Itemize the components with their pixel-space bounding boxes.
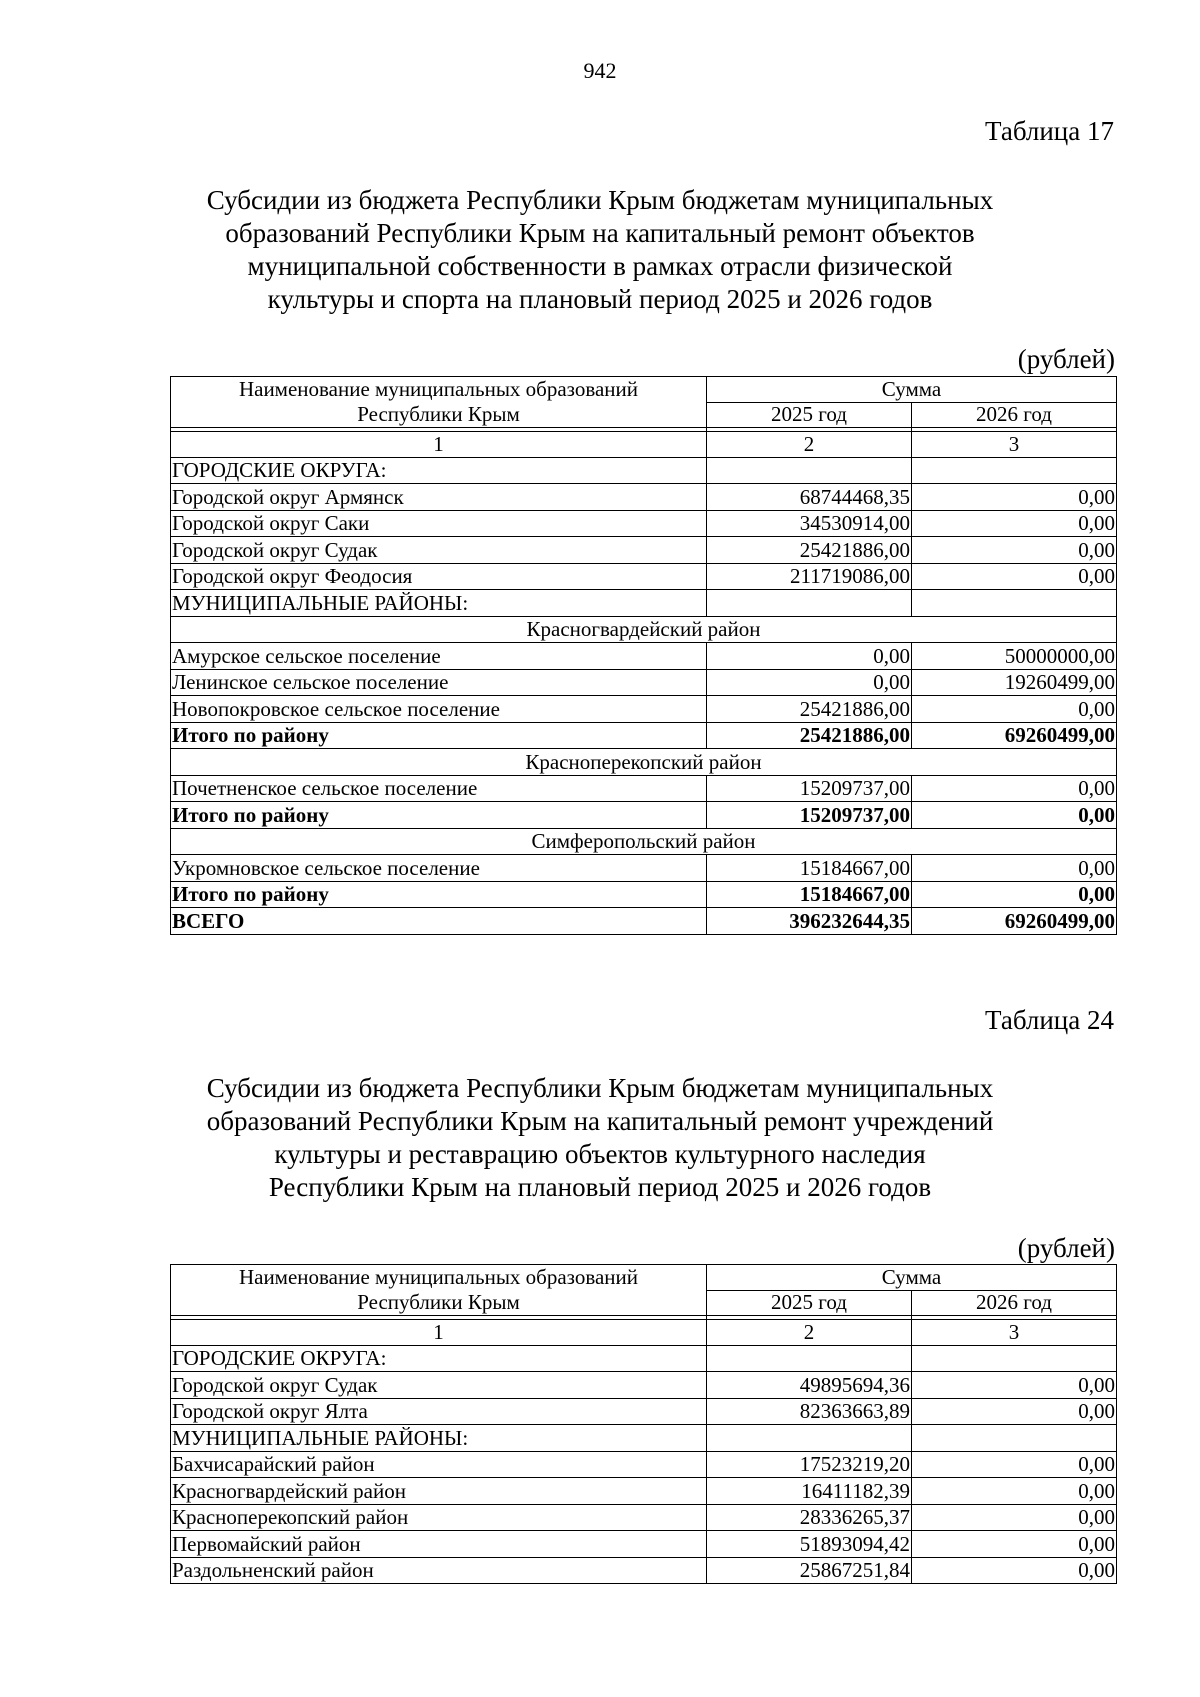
page-number: 942 <box>583 58 617 83</box>
row-name: ГОРОДСКИЕ ОКРУГА: <box>171 457 707 484</box>
row-value-2026: 0,00 <box>912 537 1117 564</box>
table-24-label: Таблица 24 <box>985 1005 1114 1035</box>
table-row <box>171 590 1117 617</box>
row-value-2025: 17523219,20 <box>707 1451 912 1478</box>
table-row <box>171 1478 1117 1505</box>
title-line: Республики Крым на плановый период 2025 и 2026 годов <box>268 1172 932 1202</box>
table-row <box>171 643 1117 670</box>
column-number: 3 <box>912 432 1117 458</box>
column-number: 2 <box>707 1320 912 1346</box>
table-row <box>171 669 1117 696</box>
row-value-2025: 15209737,00 <box>707 802 912 829</box>
row-value-2025: 16411182,39 <box>707 1478 912 1505</box>
row-value-2026 <box>912 1425 1117 1452</box>
column-number: 1 <box>171 1320 707 1346</box>
table-row <box>171 1372 1117 1399</box>
title-line: образований Республики Крым на капитальный ремонт учреждений <box>206 1106 994 1136</box>
row-name: Бахчисарайский район <box>171 1451 707 1478</box>
row-value-2026: 0,00 <box>912 802 1117 829</box>
row-value-2026: 50000000,00 <box>912 643 1117 670</box>
district-heading: Симферопольский район <box>171 828 1117 855</box>
row-value-2025: 211719086,00 <box>707 563 912 590</box>
row-value-2026: 0,00 <box>912 484 1117 511</box>
header-year-2026: 2026 год <box>912 1290 1117 1316</box>
header-row <box>171 377 1117 403</box>
title-line: Субсидии из бюджета Республики Крым бюджетам муниципальных <box>206 1073 994 1103</box>
row-name: Итого по району <box>171 802 707 829</box>
row-name: Ленинское сельское поселение <box>171 669 707 696</box>
table-row <box>171 1451 1117 1478</box>
header-name-cell <box>171 377 707 428</box>
row-value-2025 <box>707 457 912 484</box>
row-value-2025: 82363663,89 <box>707 1398 912 1425</box>
row-value-2026: 0,00 <box>912 881 1117 908</box>
row-value-2026: 69260499,00 <box>912 722 1117 749</box>
header-name-line2: Республики Крым <box>357 402 520 426</box>
row-value-2025 <box>707 590 912 617</box>
district-heading-row <box>171 749 1117 776</box>
subtotal-row <box>171 881 1117 908</box>
table-row <box>171 1504 1117 1531</box>
row-value-2025: 25867251,84 <box>707 1557 912 1584</box>
table-row <box>171 775 1117 802</box>
district-heading-row <box>171 828 1117 855</box>
row-name: Раздольненский район <box>171 1557 707 1584</box>
column-number: 1 <box>171 432 707 458</box>
header-name-line2: Республики Крым <box>357 1290 520 1314</box>
row-value-2026 <box>912 1345 1117 1372</box>
table-row <box>171 1425 1117 1452</box>
column-number: 2 <box>707 432 912 458</box>
row-value-2025: 25421886,00 <box>707 696 912 723</box>
row-name: Городской округ Судак <box>171 1372 707 1399</box>
header-row <box>171 1265 1117 1291</box>
row-name: Городской округ Судак <box>171 537 707 564</box>
table-row <box>171 1345 1117 1372</box>
row-value-2026: 0,00 <box>912 775 1117 802</box>
table-17 <box>170 376 1117 935</box>
row-name: Амурское сельское поселение <box>171 643 707 670</box>
row-value-2025: 28336265,37 <box>707 1504 912 1531</box>
table-row <box>171 1398 1117 1425</box>
district-heading-row <box>171 616 1117 643</box>
row-name: Городской округ Ялта <box>171 1398 707 1425</box>
column-number: 3 <box>912 1320 1117 1346</box>
row-name: Городской округ Феодосия <box>171 563 707 590</box>
row-name: ГОРОДСКИЕ ОКРУГА: <box>171 1345 707 1372</box>
row-value-2026: 0,00 <box>912 1398 1117 1425</box>
column-number-row <box>171 432 1117 458</box>
title-line: культуры и спорта на плановый период 2025 и 2026 годов <box>267 284 933 314</box>
header-name-cell <box>171 1265 707 1316</box>
row-value-2026: 0,00 <box>912 563 1117 590</box>
row-value-2025: 51893094,42 <box>707 1531 912 1558</box>
title-line: культуры и реставрацию объектов культурного наследия <box>274 1139 926 1169</box>
district-heading: Красногвардейский район <box>171 616 1117 643</box>
row-name: Итого по району <box>171 722 707 749</box>
table-row <box>171 855 1117 882</box>
header-name-line1: Наименование муниципальных образований <box>238 1265 639 1289</box>
table-17-label: Таблица 17 <box>985 116 1114 146</box>
table-24 <box>170 1264 1117 1584</box>
row-name: МУНИЦИПАЛЬНЫЕ РАЙОНЫ: <box>171 590 707 617</box>
row-name: Почетненское сельское поселение <box>171 775 707 802</box>
table-row <box>171 1531 1117 1558</box>
title-line: Субсидии из бюджета Республики Крым бюджетам муниципальных <box>206 185 994 215</box>
subtotal-row <box>171 802 1117 829</box>
header-year-2025: 2025 год <box>707 402 912 428</box>
row-value-2025: 15184667,00 <box>707 855 912 882</box>
row-name: Красногвардейский район <box>171 1478 707 1505</box>
table-24-unit: (рублей) <box>1017 1233 1115 1263</box>
row-name: Итого по району <box>171 881 707 908</box>
row-value-2025: 34530914,00 <box>707 510 912 537</box>
row-name: Укромновское сельское поселение <box>171 855 707 882</box>
column-number-row <box>171 1320 1117 1346</box>
header-sum: Сумма <box>707 377 1117 403</box>
table-17-unit: (рублей) <box>1017 344 1115 374</box>
header-sum: Сумма <box>707 1265 1117 1291</box>
header-year-2025: 2025 год <box>707 1290 912 1316</box>
row-value-2026: 19260499,00 <box>912 669 1117 696</box>
header-year-2026: 2026 год <box>912 402 1117 428</box>
grand-total-row <box>171 908 1117 935</box>
row-value-2026: 0,00 <box>912 1451 1117 1478</box>
row-value-2026: 0,00 <box>912 1531 1117 1558</box>
table-row <box>171 537 1117 564</box>
row-value-2026: 0,00 <box>912 510 1117 537</box>
row-value-2026: 0,00 <box>912 696 1117 723</box>
row-value-2025 <box>707 1345 912 1372</box>
row-value-2025: 25421886,00 <box>707 537 912 564</box>
header-name-line1: Наименование муниципальных образований <box>238 377 639 401</box>
row-name: Новопокровское сельское поселение <box>171 696 707 723</box>
row-value-2026: 0,00 <box>912 1504 1117 1531</box>
row-name: Городской округ Саки <box>171 510 707 537</box>
row-value-2026 <box>912 590 1117 617</box>
table-row <box>171 457 1117 484</box>
row-name: Первомайский район <box>171 1531 707 1558</box>
district-heading: Красноперекопский район <box>171 749 1117 776</box>
table-row <box>171 510 1117 537</box>
row-value-2025: 68744468,35 <box>707 484 912 511</box>
table-row <box>171 696 1117 723</box>
title-line: муниципальной собственности в рамках отрасли физической <box>247 251 953 281</box>
row-value-2026: 69260499,00 <box>912 908 1117 935</box>
row-value-2026: 0,00 <box>912 1372 1117 1399</box>
row-value-2026: 0,00 <box>912 855 1117 882</box>
row-value-2025: 15184667,00 <box>707 881 912 908</box>
row-value-2025: 49895694,36 <box>707 1372 912 1399</box>
title-line: образований Республики Крым на капитальный ремонт объектов <box>225 218 975 248</box>
row-value-2026: 0,00 <box>912 1557 1117 1584</box>
row-value-2025: 25421886,00 <box>707 722 912 749</box>
row-name: ВСЕГО <box>171 908 707 935</box>
table-row <box>171 1557 1117 1584</box>
table-17-title <box>150 184 1050 316</box>
row-name: Городской округ Армянск <box>171 484 707 511</box>
row-value-2025: 0,00 <box>707 669 912 696</box>
row-value-2025: 396232644,35 <box>707 908 912 935</box>
row-value-2026 <box>912 457 1117 484</box>
row-value-2025: 15209737,00 <box>707 775 912 802</box>
table-row <box>171 484 1117 511</box>
table-row <box>171 563 1117 590</box>
row-value-2025 <box>707 1425 912 1452</box>
row-value-2026: 0,00 <box>912 1478 1117 1505</box>
subtotal-row <box>171 722 1117 749</box>
row-name: МУНИЦИПАЛЬНЫЕ РАЙОНЫ: <box>171 1425 707 1452</box>
row-name: Красноперекопский район <box>171 1504 707 1531</box>
row-value-2025: 0,00 <box>707 643 912 670</box>
table-24-title <box>150 1072 1050 1204</box>
